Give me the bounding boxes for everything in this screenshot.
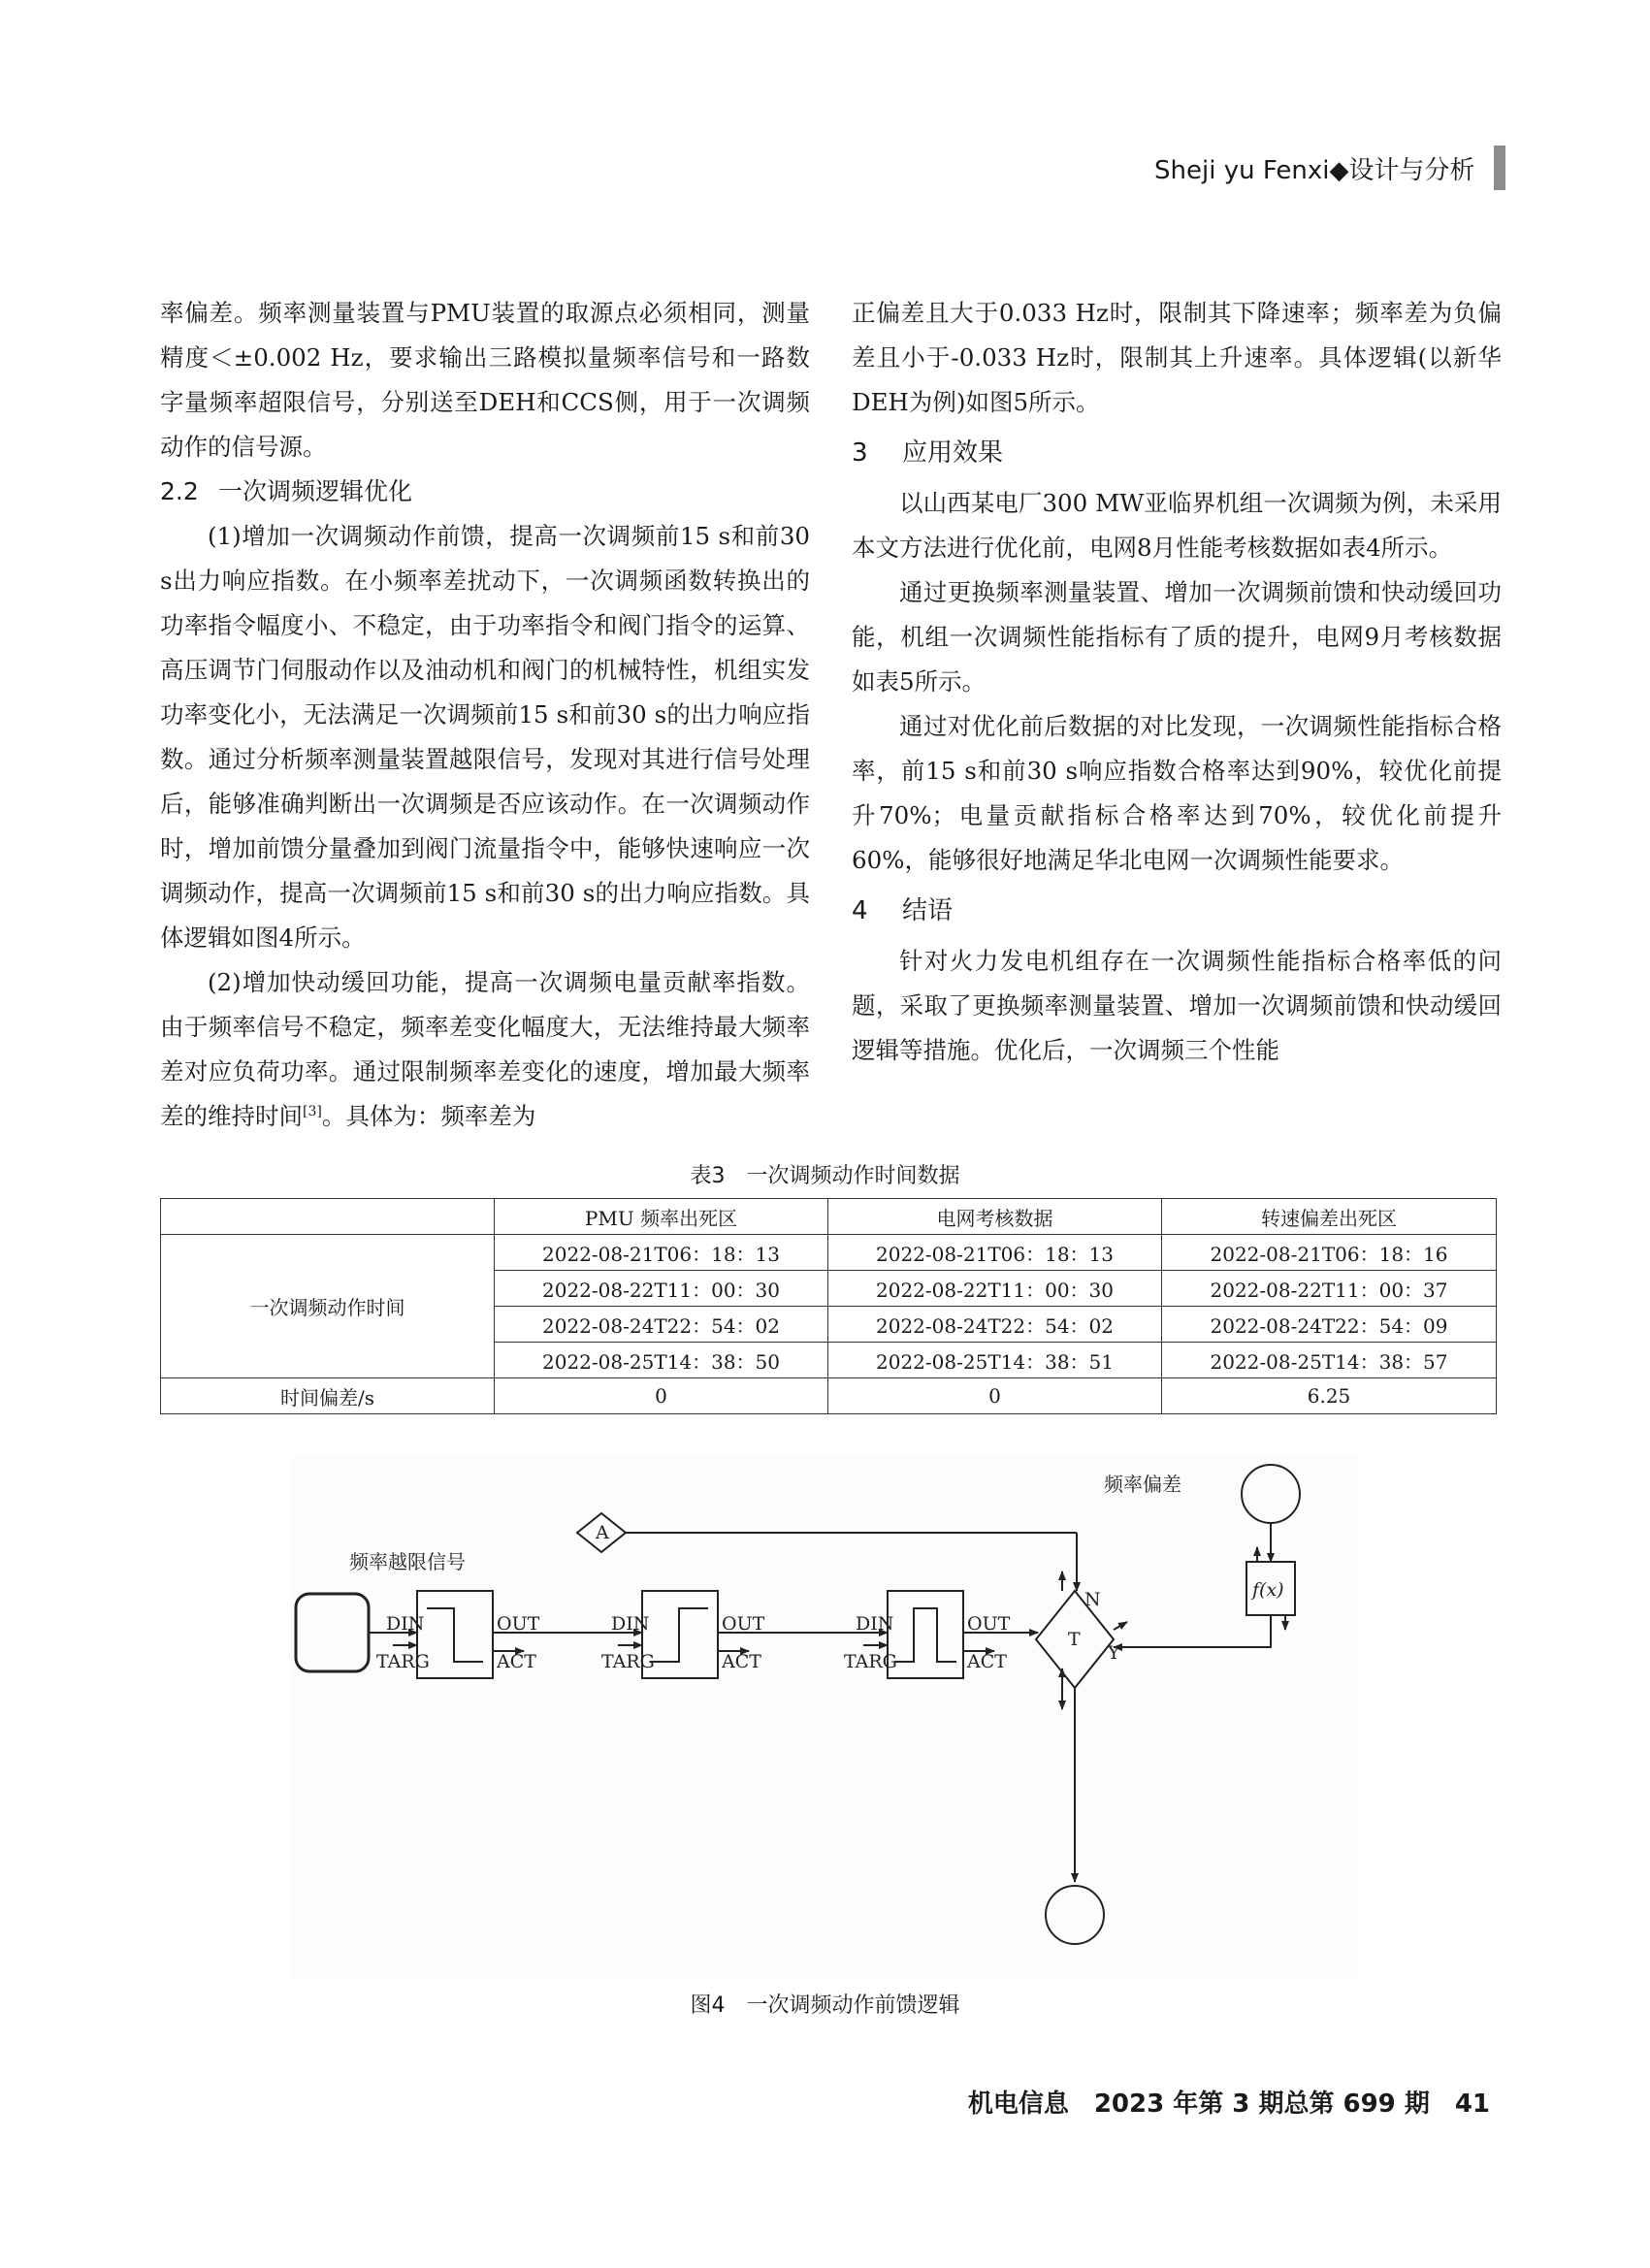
header-text: Sheji yu Fenxi◆设计与分析 xyxy=(1154,155,1475,185)
section-2-2-heading xyxy=(160,470,810,514)
table-3 xyxy=(160,1198,1497,1414)
section-4-heading xyxy=(852,889,1502,933)
connector-line xyxy=(1133,1615,1271,1647)
table-cell: 6.25 xyxy=(1162,1378,1497,1414)
table-cell: 0 xyxy=(828,1378,1162,1414)
table-3-caption: 表3 一次调频动作时间数据 xyxy=(690,1164,960,1188)
freq-signal-label: 频率越限信号 xyxy=(349,1550,466,1573)
left-paragraph-1: 率偏差。频率测量装置与PMU装置的取源点必须相同，测量精度＜±0.002 Hz，要求输出三路模拟量频率信号和一路数字量频率超限信号，分别送至DEH和CCS侧，用于一次调频动作的信号源。 xyxy=(160,299,810,461)
table-header-row xyxy=(161,1199,1497,1235)
table-header-cell xyxy=(161,1199,495,1235)
block-1-din: DIN xyxy=(386,1613,425,1635)
branch-y-label: Y xyxy=(1108,1642,1120,1664)
left-column xyxy=(160,291,810,1139)
block-1-act: ACT xyxy=(497,1651,536,1672)
block-1-out: OUT xyxy=(497,1613,540,1635)
left-paragraph-2: (1)增加一次调频动作前馈，提高一次调频前15 s和前30 s出力响应指数。在小频率差扰动下，一次调频函数转换出的功率指令幅度小、不稳定，由于功率指令和阀门指令的运算、高压调节门伺服动作以及油动机和阀门的机械特性，机组实发功率变化小，无法满足一次调频前15 s和前30 s的出力响应指数。通过分析频率测量装置越限信号，发现对其进行信号处理后，能够准确判断出一次调频是否应该动作。在一次调频动作时，增加前馈分量叠加到阀门流量指令中，能够快速响应一次调频动作，提高一次调频前15 s和前30 s的出力响应指数。具体逻辑如图4所示。 xyxy=(160,522,810,952)
table-offset-row xyxy=(161,1378,1497,1414)
diamond-a-label: A xyxy=(596,1522,609,1543)
freq-dev-terminal xyxy=(1242,1465,1300,1523)
table-cell: 2022-08-25T14：38：50 xyxy=(495,1343,828,1378)
table-cell: 2022-08-25T14：38：57 xyxy=(1162,1343,1497,1378)
branch-n-label: N xyxy=(1084,1589,1101,1610)
block-1-targ: TARG xyxy=(376,1651,430,1672)
citation-3: [3] xyxy=(303,1103,322,1119)
block-2-targ: TARG xyxy=(601,1651,655,1672)
section-3-title: 应用效果 xyxy=(902,438,1004,468)
header-bar xyxy=(1494,146,1505,190)
section-4-number: 4 xyxy=(852,896,868,925)
right-paragraph-1: 正偏差且大于0.033 Hz时，限制其下降速率；频率差为负偏差且小于-0.033 Hz时，限制其上升速率。具体逻辑(以新华DEH为例)如图5所示。 xyxy=(852,299,1502,416)
figure-4-caption: 图4 一次调频动作前馈逻辑 xyxy=(690,1993,960,2018)
block-3 xyxy=(888,1591,963,1678)
left-paragraph-3-tail: 。具体为：频率差为 xyxy=(321,1102,536,1130)
block-3-din: DIN xyxy=(856,1613,894,1635)
output-terminal xyxy=(1046,1886,1104,1944)
table-offset-label: 时间偏差/s xyxy=(161,1378,495,1414)
right-column xyxy=(852,291,1502,1073)
block-2-out: OUT xyxy=(722,1613,765,1635)
section-3-heading xyxy=(852,431,1502,475)
table-cell: 2022-08-22T11：00：30 xyxy=(495,1271,828,1307)
table-header-cell: 转速偏差出死区 xyxy=(1162,1199,1497,1235)
left-paragraph-3-main: (2)增加快动缓回功能，提高一次调频电量贡献率指数。由于频率信号不稳定，频率差变化幅度大，无法维持最大频率差对应负荷功率。通过限制频率差变化的速度，增加最大频率差的维持时间 xyxy=(160,968,810,1130)
block-2-din: DIN xyxy=(611,1613,650,1635)
table-cell: 2022-08-24T22：54：02 xyxy=(495,1307,828,1343)
left-paragraph-3 xyxy=(160,960,810,1139)
table-row-label: 一次调频动作时间 xyxy=(161,1235,495,1378)
block-3-waveform xyxy=(894,1608,956,1662)
table-cell: 2022-08-21T06：18：16 xyxy=(1162,1235,1497,1271)
right-paragraph-3: 通过更换频率测量装置、增加一次调频前馈和快动缓回功能，机组一次调频性能指标有了质的提升，电网9月考核数据如表5所示。 xyxy=(852,578,1502,696)
logic-diagram xyxy=(291,1455,1358,1979)
table-cell: 2022-08-24T22：54：09 xyxy=(1162,1307,1497,1343)
block-3-targ: TARG xyxy=(844,1651,897,1672)
right-paragraph-5: 针对火力发电机组存在一次调频性能指标合格率低的问题，采取了更换频率测量装置、增加一次调频前馈和快动缓回逻辑等措施。优化后，一次调频三个性能 xyxy=(852,947,1502,1064)
table-cell: 2022-08-22T11：00：37 xyxy=(1162,1271,1497,1307)
table-header-cell: PMU 频率出死区 xyxy=(495,1199,828,1235)
table-cell: 2022-08-24T22：54：02 xyxy=(828,1307,1162,1343)
table-cell: 2022-08-21T06：18：13 xyxy=(495,1235,828,1271)
right-paragraph-2: 以山西某电厂300 MW亚临界机组一次调频为例，未采用本文方法进行优化前，电网8月性能考核数据如表4所示。 xyxy=(852,489,1502,562)
connector-line xyxy=(1114,1622,1127,1630)
block-1-waveform xyxy=(427,1608,483,1662)
block-2-act: ACT xyxy=(722,1651,761,1672)
function-label: f(x) xyxy=(1252,1579,1284,1601)
block-3-act: ACT xyxy=(967,1651,1007,1672)
block-2-waveform xyxy=(650,1608,708,1662)
figure-4 xyxy=(291,1455,1358,1979)
diamond-t-label: T xyxy=(1068,1629,1081,1650)
freq-dev-label: 频率偏差 xyxy=(1104,1473,1181,1496)
page-footer: 机电信息 2023 年第 3 期总第 699 期 41 xyxy=(967,2090,1490,2119)
input-terminal xyxy=(296,1594,369,1671)
running-header xyxy=(1154,146,1513,190)
table-header-cell: 电网考核数据 xyxy=(828,1199,1162,1235)
table-cell: 2022-08-21T06：18：13 xyxy=(828,1235,1162,1271)
section-2-2-number: 2.2 xyxy=(160,477,199,505)
section-4-title: 结语 xyxy=(902,896,954,925)
table-cell: 0 xyxy=(495,1378,828,1414)
right-paragraph-4: 通过对优化前后数据的对比发现，一次调频性能指标合格率，前15 s和前30 s响应指数合格率达到90%，较优化前提升70%；电量贡献指标合格率达到70%，较优化前提升60%，能够很好地满足华北电网一次调频性能要求。 xyxy=(852,712,1502,874)
block-3-out: OUT xyxy=(967,1613,1011,1635)
section-2-2-title: 一次调频逻辑优化 xyxy=(218,477,413,505)
table-cell: 2022-08-25T14：38：51 xyxy=(828,1343,1162,1378)
table-cell: 2022-08-22T11：00：30 xyxy=(828,1271,1162,1307)
table-row xyxy=(161,1235,1497,1271)
section-3-number: 3 xyxy=(852,438,868,468)
